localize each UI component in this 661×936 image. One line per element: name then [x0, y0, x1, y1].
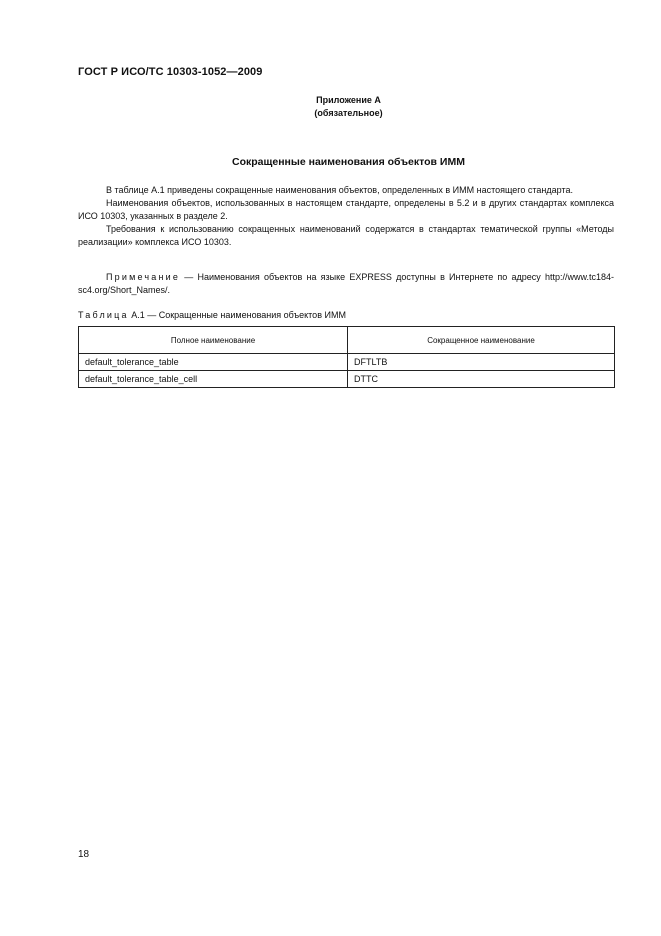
table-caption-text: А.1 — Сокращенные наименования объектов ИММ — [131, 310, 346, 320]
paragraph: Наименования объектов, использованных в настоящем стандарте, определены в 5.2 и в других стандартах комплекса ИСО 10303, указанных в разделе 2. — [78, 198, 614, 221]
note — [78, 271, 614, 297]
column-header-full-name: Полное наименование — [79, 327, 348, 354]
abbreviations-table — [78, 326, 615, 388]
column-header-short-name: Сокращенное наименование — [348, 327, 615, 354]
page-number: 18 — [78, 849, 90, 860]
annex-label: Приложение А — [316, 95, 381, 105]
table-row — [79, 354, 615, 371]
annex-heading — [0, 94, 661, 120]
table-header-row — [79, 327, 615, 354]
note-label: Примечание — [106, 272, 181, 282]
table-row — [79, 371, 615, 388]
section-title — [0, 156, 661, 168]
document-header: ГОСТ Р ИСО/ТС 10303-1052—2009 — [78, 66, 263, 78]
section-title-text: Сокращенные наименования объектов ИММ — [232, 156, 465, 168]
cell-full-name: default_tolerance_table_cell — [79, 371, 348, 388]
body-text — [78, 184, 614, 249]
cell-short-name: DFTLTB — [348, 354, 615, 371]
cell-short-name: DTTC — [348, 371, 615, 388]
table-caption — [78, 310, 346, 320]
annex-status: (обязательное) — [314, 108, 383, 118]
note-text: — Наименования объектов на языке EXPRESS доступны в Интернете по адресу http://www.tc184-sc4.org/Short_Names/. — [78, 272, 614, 295]
paragraph: Требования к использованию сокращенных наименований содержатся в стандартах тематической группы «Методы реализации» комплекса ИСО 10303. — [78, 224, 614, 247]
cell-full-name: default_tolerance_table — [79, 354, 348, 371]
paragraph: В таблице А.1 приведены сокращенные наименования объектов, определенных в ИММ настоящего стандарта. — [106, 185, 573, 195]
table-caption-label: Таблица — [78, 310, 129, 320]
